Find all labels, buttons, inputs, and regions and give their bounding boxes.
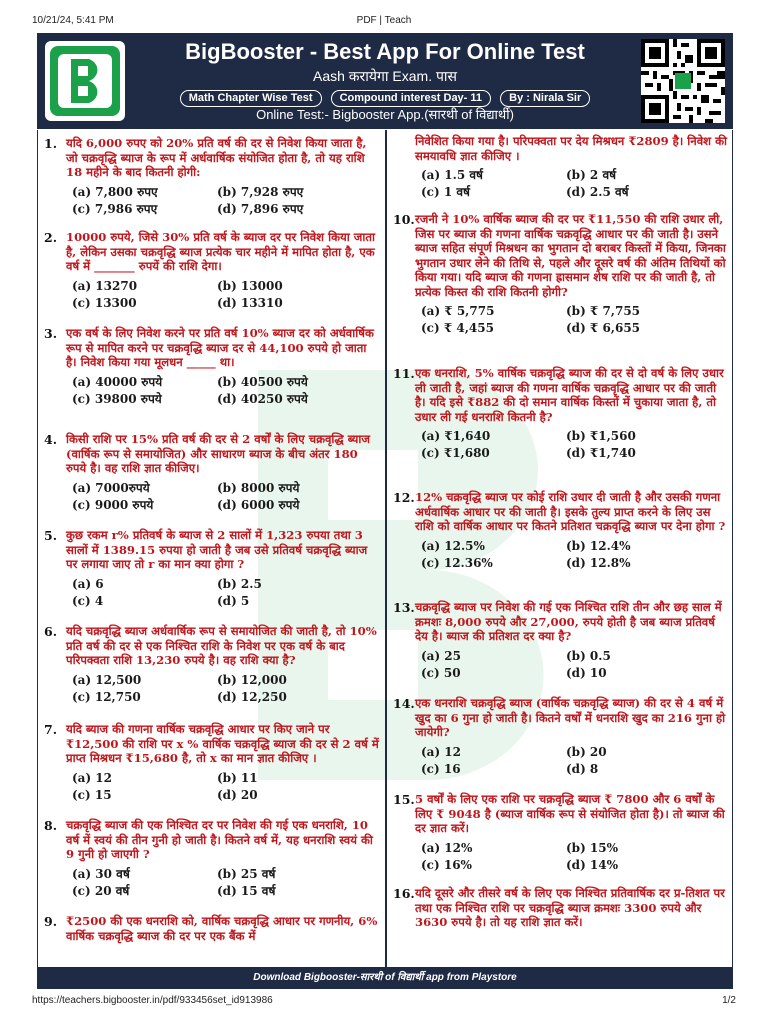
banner-title: BigBooster - Best App For Online Test: [185, 39, 585, 64]
option-c: (c) 13300: [72, 295, 137, 310]
column-divider: [385, 130, 387, 968]
options: [72, 576, 380, 609]
question-2: 2. 10000 रुपये, जिसे 30% प्रति वर्ष के ब्याज दर पर निवेश किया जाता है, लेकिन उसका चक्रवृद्धि ब्याज प्रत्येक चार महीने में मापित होता है, एक वर्ष में _______ रुपयें की राशि देगा। (a) 13270 (b) 13000 (c) 13300 (d) 13310: [44, 230, 380, 311]
download-footer-bar[interactable]: Download Bigbooster-सारथी of विद्यार्थी app from Playstore: [37, 967, 733, 989]
option-c: (c) 7,986 रुपए: [72, 201, 158, 216]
question-sheet: [37, 130, 733, 968]
option-d: (d) 13310: [217, 295, 283, 310]
tag-day: Compound interest Day- 11: [331, 90, 491, 107]
question-15: 15. 5 वर्षों के लिए एक राशि पर चक्रवृद्धि ब्याज ₹ 7800 और 6 वर्षों के लिए ₹ 9048 है (ब्याज वार्षिक रूप से संयोजित होता है)। तो ब्याज की दर ज्ञात करें। (a) 12% (b) 15% (c) 16% (d) 14%: [393, 792, 729, 873]
option-d: (d) 10: [566, 665, 607, 680]
options: [72, 866, 380, 899]
question-14: 14. एक धनराशि चक्रवृद्धि ब्याज (वार्षिक चक्रवृद्धि ब्याज) की दर से 4 वर्ष में खुद का 6 गुना हो जाती है। कितने वर्षों में धनराशि खुद का 216 गुना हो जायेगी? (a) 12 (b) 20 (c) 16 (d) 8: [393, 696, 729, 777]
question-text: यदि 6,000 रुपए को 20% प्रति वर्ष की दर से निवेश किया जाता है, जो चक्रवृद्धि ब्याज के रूप में अर्धवार्षिक संयोजित होता है, तो यह राशि 18 महीने के बाद कितनी होगी:: [66, 136, 367, 179]
option-d: (d) 6000 रुपये: [217, 497, 300, 512]
question-text: ₹2500 की एक धनराशि को, वार्षिक चक्रवृद्धि आधार पर गणनीय, 6% वार्षिक चक्रवृद्धि ब्याज की दर पर एक बैंक में: [66, 914, 378, 943]
option-b: (b) 12,000: [217, 672, 287, 687]
question-text: एक धनराशि चक्रवृद्धि ब्याज (वार्षिक चक्रवृद्धि ब्याज) की दर से 4 वर्ष में खुद का 6 गुना हो जाती है। कितने वर्षों में धनराशि खुद का 216 गुना हो जायेगी?: [415, 696, 726, 739]
option-c: (c) 12.36%: [421, 555, 493, 570]
option-b: (b) 25 वर्ष: [217, 866, 276, 881]
options: [72, 374, 380, 407]
options: [421, 538, 729, 571]
question-text: 12% चक्रवृद्धि ब्याज पर कोई राशि उधार दी जाती है और उसकी गणना अर्धवार्षिक आधार पर की जाती है। इसके तुल्य प्राप्त करने के लिए उस राशि को वार्षिक आधार पर कितने प्रतिशत चक्रवृद्धि ब्याज पर देना होगा ?: [415, 490, 726, 533]
option-a: (a) ₹1,640: [421, 429, 491, 443]
option-b: (b) 2 वर्ष: [566, 168, 617, 182]
option-b: (b) ₹ 7,755: [566, 304, 641, 318]
print-header: [32, 15, 736, 29]
option-b: (b) 12.4%: [566, 538, 631, 553]
question-10: 10. रजनी ने 10% वार्षिक ब्याज की दर पर ₹11,550 की राशि उधार ली, जिस पर ब्याज की गणना वार्षिक चक्रवृद्धि आधार पर की जाती है। उसने ब्याज सहित संपूर्ण मिश्रधन का भुगतान दो बराबर किस्तों में किया, जिनका भुगतान उधार लेने की तिथि से, पहले और दूसरे वर्ष की अंतिम तिथियों को किया गया। यदि ब्याज की गणना ह्रासमान शेष राशि पर की जाती है, तो प्रत्येक किस्त की राशि कितनी होगी? (a) ₹ 5,775 (b) ₹ 7,755 (c) ₹ 4,455 (d) ₹ 6,655: [393, 212, 729, 336]
option-c: (c) 50: [421, 665, 461, 680]
option-c: (c) 16: [421, 761, 461, 776]
option-c: (c) 20 वर्ष: [72, 883, 130, 898]
options: [72, 480, 380, 513]
question-1: 1. यदि 6,000 रुपए को 20% प्रति वर्ष की दर से निवेश किया जाता है, जो चक्रवृद्धि ब्याज के रूप में अर्धवार्षिक संयोजित होता है, तो यह राशि 18 महीने के बाद कितनी होगी: (a) 7,800 रुपए (b) 7,928 रुपए (c) 7,986 रुपए (d) 7,896 रुपए: [44, 136, 380, 217]
question-13: 13. चक्रवृद्धि ब्याज पर निवेश की गई एक निश्चित राशि तीन और छह साल में क्रमशः 8,000 रुपये और 27,000, रुपये होती है जब ब्याज प्रतिवर्ष देय है। ब्याज की प्रतिशत दर क्या है? (a) 25 (b) 0.5 (c) 50 (d) 10: [393, 600, 729, 681]
question-4: 4. किसी राशि पर 15% प्रति वर्ष की दर से 2 वर्षों के लिए चक्रवृद्धि ब्याज (वार्षिक रूप से समायोजित) और साधारण ब्याज के बीच अंतर 180 रुपये है। वह राशि ज्ञात कीजिए। (a) 7000रुपये (b) 8000 रुपये (c) 9000 रुपये (d) 6000 रुपये: [44, 432, 380, 513]
tag-author: By : Nirala Sir: [500, 90, 590, 107]
option-d: (d) 40250 रुपये: [217, 391, 308, 406]
page-number: 1/2: [722, 995, 736, 1006]
option-d: (d) 12,250: [217, 689, 287, 704]
option-c: (c) 39800 रुपये: [72, 391, 162, 406]
option-a: (a) 40000 रुपये: [72, 374, 163, 389]
print-datetime: 10/21/24, 5:41 PM: [32, 15, 114, 26]
option-c: (c) 1 वर्ष: [421, 185, 470, 199]
question-9-continued: [393, 134, 729, 200]
option-a: (a) 7000रुपये: [72, 480, 150, 495]
question-text: कुछ रकम r% प्रतिवर्ष के ब्याज से 2 सालों में 1,323 रुपया तथा 3 सालों में 1389.15 रुपया हो जाती है जब उसे प्रतिवर्ष चक्रवृद्धि ब्याज पर लगाया जाए तो r का मान क्या होगा ?: [66, 528, 368, 571]
option-a: (a) 12.5%: [421, 538, 485, 553]
question-9: 9. ₹2500 की एक धनराशि को, वार्षिक चक्रवृद्धि आधार पर गणनीय, 6% वार्षिक चक्रवृद्धि ब्याज की दर पर एक बैंक में: [44, 914, 380, 943]
option-b: (b) 2.5: [217, 576, 262, 591]
banner-tags: [137, 86, 633, 107]
print-url[interactable]: https://teachers.bigbooster.in/pdf/933456set_id913986: [32, 995, 273, 1006]
question-6: 6. यदि चक्रवृद्धि ब्याज अर्धवार्षिक रूप से समायोजित की जाती है, तो 10% प्रति वर्ष की दर से एक निश्चित राशि के निवेश पर एक वर्ष के बाद परिपक्वता राशि 13,230 रुपये है। वह राशि क्या है? (a) 12,500 (b) 12,000 (c) 12,750 (d) 12,250: [44, 624, 380, 705]
question-11: 11. एक धनराशि, 5% वार्षिक चक्रवृद्धि ब्याज की दर से दो वर्ष के लिए उधार ली जाती है, जहां ब्याज की गणना वार्षिक चक्रवृद्धि आधार पर की जाती है। यदि इसे ₹882 की दो समान वार्षिक किस्तों में चुकाया जाता है, तो उधार ली गई धनराशि कितनी है? (a) ₹1,640 (b) ₹1,560 (c) ₹1,680 (d) ₹1,740: [393, 366, 729, 461]
option-b: (b) 0.5: [566, 648, 611, 663]
option-d: (d) 15 वर्ष: [217, 883, 276, 898]
option-a: (a) 12%: [421, 840, 473, 855]
option-a: (a) 13270: [72, 278, 138, 293]
question-7: 7. यदि ब्याज की गणना वार्षिक चक्रवृद्धि आधार पर किए जाने पर ₹12,500 की राशि पर x % वार्षिक चक्रवृद्धि ब्याज की दर से 2 वर्ष में प्राप्त मिश्रधन ₹15,680 है, तो x का मान ज्ञात कीजिए । (a) 12 (b) 11 (c) 15 (d) 20: [44, 722, 379, 802]
question-text: यदि चक्रवृद्धि ब्याज अर्धवार्षिक रूप से समायोजित की जाती है, तो 10% प्रति वर्ष की दर से एक निश्चित राशि के निवेश पर एक वर्ष के बाद परिपक्वता राशि 13,230 रुपये है। वह राशि क्या है?: [66, 624, 377, 667]
option-b: (b) 20: [566, 744, 607, 759]
banner-online-test: Online Test:- Bigbooster App.(सारथी of विद्यार्थी): [256, 107, 514, 122]
option-d: (d) 7,896 रुपए: [217, 201, 304, 216]
options: [421, 428, 729, 461]
option-a: (a) ₹ 5,775: [421, 304, 495, 318]
options: [421, 167, 729, 200]
option-d: (d) 5: [217, 593, 250, 608]
question-text: चक्रवृद्धि ब्याज की एक निश्चित दर पर निवेश की गई एक धनराशि, 10 वर्ष में स्वयं की तीन गुनी हो जाती है। कितने वर्ष में, यह धनराशि स्वयं की 9 गुनी हो जाएगी ?: [66, 818, 373, 861]
question-text: चक्रवृद्धि ब्याज पर निवेश की गई एक निश्चित राशि तीन और छह साल में क्रमशः 8,000 रुपये और 27,000, रुपये होती है जब ब्याज प्रतिवर्ष देय है। ब्याज की प्रतिशत दर क्या है?: [415, 600, 722, 643]
options: [421, 744, 729, 777]
question-text: यदि दूसरे और तीसरे वर्ष के लिए एक निश्चित प्रतिवार्षिक दर प्र-तिशत पर तथा एक निश्चित राशि पर चक्रवृद्धि ब्याज क्रमशः 3300 रुपये और 3630 रुपये है। तो यह राशि ज्ञात करें।: [415, 886, 725, 929]
option-c: (c) 12,750: [72, 689, 141, 704]
option-d: (d) 14%: [566, 857, 619, 872]
options: [72, 672, 380, 705]
tag-chapter: Math Chapter Wise Test: [180, 90, 322, 107]
option-c: (c) 9000 रुपये: [72, 497, 154, 512]
option-b: (b) 15%: [566, 840, 619, 855]
option-c: (c) 16%: [421, 857, 472, 872]
bigbooster-logo-icon: [45, 41, 125, 121]
option-d: (d) 20: [217, 787, 258, 802]
question-16: 16. यदि दूसरे और तीसरे वर्ष के लिए एक निश्चित प्रतिवार्षिक दर प्र-तिशत पर तथा एक निश्चित राशि पर चक्रवृद्धि ब्याज क्रमशः 3300 रुपये और 3630 रुपये है। तो यह राशि ज्ञात करें।: [393, 886, 729, 930]
question-text: एक वर्ष के लिए निवेश करने पर प्रति वर्ष 10% ब्याज दर को अर्धवार्षिक रूप से मापित करने पर चक्रवृद्धि ब्याज दर से 44,100 रुपये हो जाता है। निवेश किया गया मूलधन _____ था।: [66, 326, 374, 369]
question-text: किसी राशि पर 15% प्रति वर्ष की दर से 2 वर्षों के लिए चक्रवृद्धि ब्याज (वार्षिक रूप से समायोजित) और साधारण ब्याज के बीच अंतर 180 रुपये है। वह राशि ज्ञात कीजिए।: [66, 432, 370, 475]
qr-code-icon: [641, 39, 725, 123]
options: [421, 303, 729, 336]
question-text: एक धनराशि, 5% वार्षिक चक्रवृद्धि ब्याज की दर से दो वर्ष के लिए उधार ली जाती है, जहां ब्याज की गणना वार्षिक चक्रवृद्धि आधार पर की जाती है। यदि इसे ₹882 की दो समान वार्षिक किस्तों में चुकाया जाता है, तो उधार ली गई धनराशि कितनी है?: [415, 366, 724, 424]
question-text: निवेशित किया गया है। परिपक्वता पर देय मिश्रधन ₹2809 है। निवेश की समयावधि ज्ञात कीजिए ।: [415, 134, 727, 163]
options: [72, 770, 380, 803]
option-b: (b) 8000 रुपये: [217, 480, 300, 495]
option-a: (a) 1.5 वर्ष: [421, 168, 483, 182]
option-d: (d) 8: [566, 761, 599, 776]
option-c: (c) 4: [72, 593, 104, 608]
banner-subtitle: Aash करायेगा Exam. पास: [312, 68, 458, 84]
option-d: (d) ₹1,740: [566, 446, 636, 460]
option-d: (d) 12.8%: [566, 555, 631, 570]
option-d: (d) 2.5 वर्ष: [566, 185, 629, 199]
option-b: (b) ₹1,560: [566, 429, 636, 443]
options: [72, 278, 380, 311]
option-c: (c) 15: [72, 787, 112, 802]
options: [421, 648, 729, 681]
question-text: यदि ब्याज की गणना वार्षिक चक्रवृद्धि आधार पर किए जाने पर ₹12,500 की राशि पर x % वार्षिक चक्रवृद्धि ब्याज की दर से 2 वर्ष में प्राप्त मिश्रधन ₹15,680 है, तो x का मान ज्ञात कीजिए ।: [66, 722, 379, 765]
option-a: (a) 12,500: [72, 672, 142, 687]
option-b: (b) 40500 रुपये: [217, 374, 308, 389]
print-title: PDF | Teach: [356, 15, 412, 26]
options: [421, 840, 729, 873]
option-b: (b) 11: [217, 770, 258, 785]
option-b: (b) 7,928 रुपए: [217, 184, 304, 199]
option-a: (a) 12: [421, 744, 462, 759]
option-b: (b) 13000: [217, 278, 283, 293]
option-a: (a) 12: [72, 770, 113, 785]
question-text: 10000 रुपये, जिसे 30% प्रति वर्ष के ब्याज दर पर निवेश किया जाता है, लेकिन उसका चक्रवृद्धि ब्याज प्रत्येक चार महीने में मापित होता है, एक वर्ष में _______ रुपयें की राशि देगा।: [66, 230, 375, 273]
option-a: (a) 25: [421, 648, 462, 663]
question-5: 5. कुछ रकम r% प्रतिवर्ष के ब्याज से 2 सालों में 1,323 रुपया तथा 3 सालों में 1389.15 रुपया हो जाती है जब उसे प्रतिवर्ष चक्रवृद्धि ब्याज पर लगाया जाए तो r का मान क्या होगा ? (a) 6 (b) 2.5 (c) 4 (d) 5: [44, 528, 380, 609]
option-c: (c) ₹1,680: [421, 446, 490, 460]
question-3: 3. एक वर्ष के लिए निवेश करने पर प्रति वर्ष 10% ब्याज दर को अर्धवार्षिक रूप से मापित करने पर चक्रवृद्धि ब्याज दर से 44,100 रुपये हो जाता है। निवेश किया गया मूलधन _____ था। (a) 40000 रुपये (b) 40500 रुपये (c) 39800 रुपये (d) 40250 रुपये: [44, 326, 380, 407]
print-footer: [32, 995, 736, 1009]
option-a: (a) 7,800 रुपए: [72, 184, 158, 199]
question-text: 5 वर्षों के लिए एक राशि पर चक्रवृद्धि ब्याज ₹ 7800 और 6 वर्षों के लिए ₹ 9048 है (ब्याज वार्षिक रूप से संयोजित होता है)। तो ब्याज की दर ज्ञात करें।: [415, 792, 725, 835]
question-text: रजनी ने 10% वार्षिक ब्याज की दर पर ₹11,550 की राशि उधार ली, जिस पर ब्याज की गणना वार्षिक चक्रवृद्धि आधार पर की जाती है। उसने ब्याज सहित संपूर्ण मिश्रधन का भुगतान दो बराबर किस्तों में किया, जिनका भुगतान उधार लेने की तिथि से, पहले और दूसरे वर्ष की अंतिम तिथियों को किया गया। यदि ब्याज की गणना ह्रासमान शेष राशि पर की जाती है, तो प्रत्येक किस्त की राशि कितनी होगी?: [415, 212, 726, 299]
option-a: (a) 6: [72, 576, 104, 591]
options: [72, 184, 380, 217]
option-c: (c) ₹ 4,455: [421, 321, 494, 335]
question-8: 8. चक्रवृद्धि ब्याज की एक निश्चित दर पर निवेश की गई एक धनराशि, 10 वर्ष में स्वयं की तीन गुनी हो जाती है। कितने वर्ष में, यह धनराशि स्वयं की 9 गुनी हो जाएगी ? (a) 30 वर्ष (b) 25 वर्ष (c) 20 वर्ष (d) 15 वर्ष: [44, 818, 380, 899]
option-d: (d) ₹ 6,655: [566, 321, 641, 335]
option-a: (a) 30 वर्ष: [72, 866, 130, 881]
header-banner: [37, 33, 733, 129]
question-12: 12. 12% चक्रवृद्धि ब्याज पर कोई राशि उधार दी जाती है और उसकी गणना अर्धवार्षिक आधार पर की जाती है। इसके तुल्य प्राप्त करने के लिए उस राशि को वार्षिक आधार पर कितने प्रतिशत चक्रवृद्धि ब्याज पर देना होगा ? (a) 12.5% (b) 12.4% (c) 12.36% (d) 12.8%: [393, 490, 729, 571]
